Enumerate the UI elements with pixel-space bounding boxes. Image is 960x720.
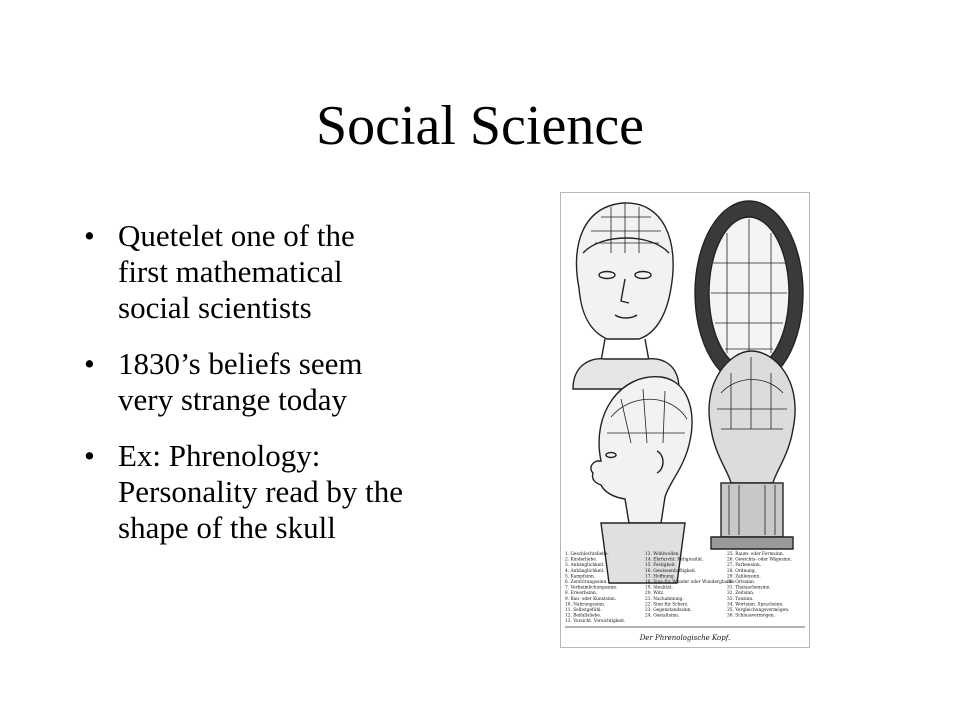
phrenology-illustration [560, 192, 810, 648]
legend-entry: 22. Sinn für Scherz. [645, 602, 689, 608]
legend-entry: 30. Ortssinn. [727, 580, 756, 585]
back-view-head-drawing [709, 351, 795, 549]
bullet-line: 1830’s beliefs seem [118, 346, 363, 381]
legend-entry: 18. Sinn für Wunder oder Wunderglaube. [645, 580, 736, 585]
bullet-icon: • [84, 438, 95, 473]
legend-entry: 32. Zeitsinn. [727, 591, 755, 597]
legend-entry: 2. Kinderliebe. [565, 557, 598, 563]
bullet-line: social scientists [118, 290, 312, 325]
legend-entry: 20. Witz. [645, 591, 665, 597]
legend-entry: 31. Thatsachensinn. [727, 585, 771, 591]
legend-entry: 7. Verheimlichungssinn. [565, 585, 618, 591]
legend-entry: 1. Geschlechtsliebe. [565, 552, 609, 557]
legend-entry: 25. Raum- oder Formsinn. [727, 552, 784, 557]
legend-entry: 13. Vorsicht. Vorsichtigkeit. [565, 619, 626, 625]
legend-entry: 12. Beifallsliebe. [565, 613, 602, 619]
bullet-line: first mathematical [118, 254, 343, 289]
front-head-drawing [573, 203, 679, 389]
legend-entry: 9. Bau- oder Kunstsinn. [565, 596, 617, 602]
figure-caption: Der Phrenologische Kopf. [639, 634, 731, 642]
legend-entry: 16. Gewissenhaftigkeit. [645, 568, 697, 574]
bullet-line: Quetelet one of the [118, 218, 355, 253]
legend-entry: 8. Erwerbsinn. [565, 591, 598, 597]
legend-entry: 24. Gestaltsinn. [645, 613, 680, 619]
legend-entry: 5. Kampfsinn. [565, 574, 596, 580]
legend-column [645, 552, 735, 619]
bullet-line: shape of the skull [118, 510, 336, 545]
bullet-line: Personality read by the [118, 474, 403, 509]
bullet-item [84, 438, 484, 546]
bullet-line: very strange today [118, 382, 347, 417]
legend-entry: 27. Farbensinn. [727, 563, 762, 569]
legend-entry: 33. Tonsinn. [727, 596, 754, 602]
legend-column [727, 552, 792, 619]
legend-entry: 10. Nahrungssinn. [565, 602, 606, 608]
legend-entry: 3. Anhänglichkeit. [565, 563, 605, 569]
legend-entry: 28. Ordnung. [727, 568, 756, 574]
legend-entry: 21. Nachahmung. [645, 596, 684, 602]
legend-entry: 14. Ehrfurcht. Religiosität. [645, 557, 704, 563]
legend-entry: 6. Zerstörungssinn. [565, 580, 608, 585]
legend-entry: 15. Festigkeit. [645, 563, 677, 569]
legend-entry: 23. Gegenstandssinn. [645, 608, 692, 613]
legend-entry: 26. Gewichts- oder Wägesinn. [727, 557, 792, 563]
legend-entry: 13. Wohlwollen. [645, 552, 680, 557]
legend-entry: 35. Vergleichungsvermögen. [727, 608, 790, 613]
bullet-icon: • [84, 346, 95, 381]
legend-entry: 11. Selbstgefühl. [565, 608, 602, 613]
legend-entry: 4. Anhänglichkeit. [565, 568, 605, 574]
bullet-item [84, 346, 484, 418]
legend-entry: 29. Zahlensinn. [727, 574, 761, 580]
bullet-icon: • [84, 218, 95, 253]
phrenology-heads-drawing [561, 193, 809, 647]
legend-entry: 34. Wortsinn. Sprachsinn. [727, 602, 784, 608]
legend-entry: 36. Schlussvermögen. [727, 613, 775, 619]
bullet-line: Ex: Phrenology: [118, 438, 321, 473]
bullet-list [84, 218, 484, 566]
legend-entry: 17. Hoffnung. [645, 574, 676, 580]
slide-title: Social Science [315, 95, 645, 157]
bullet-item [84, 218, 484, 326]
legend-entry: 19. Idealität. [645, 585, 673, 591]
